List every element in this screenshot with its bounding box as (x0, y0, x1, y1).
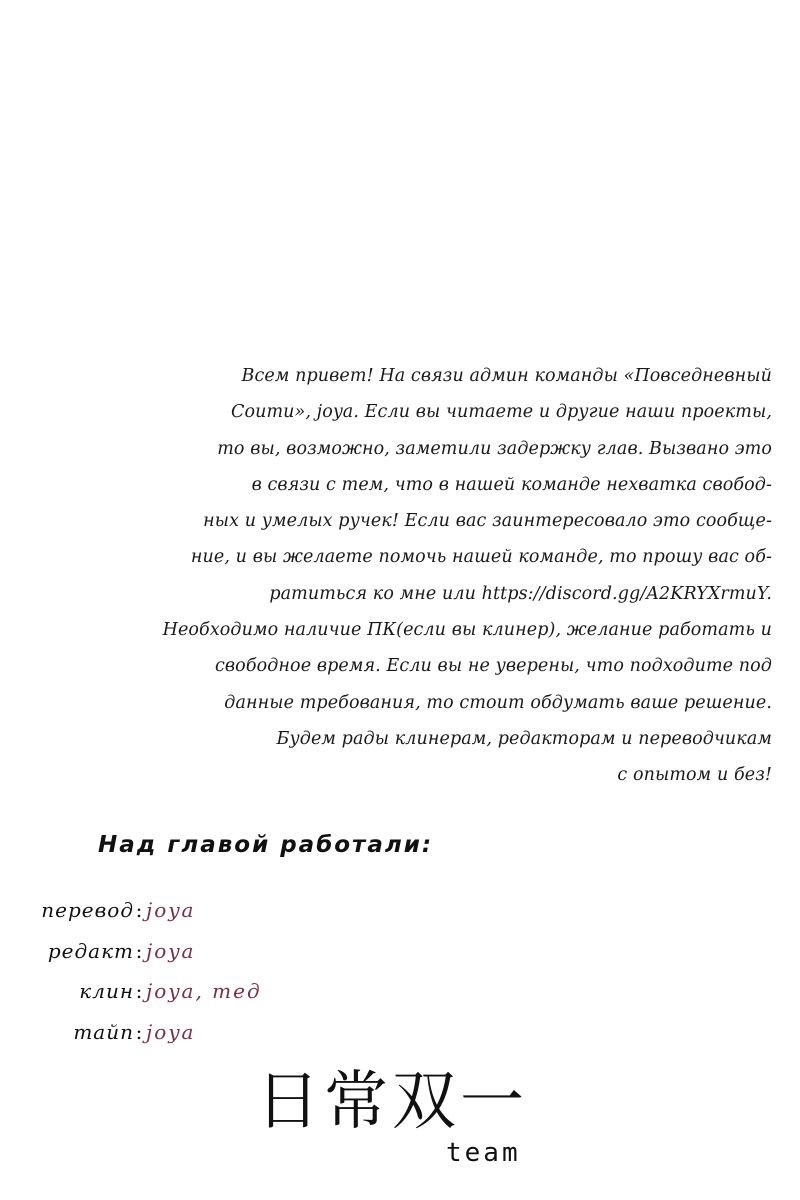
credit-role: клин (79, 979, 134, 1003)
credit-name: joya, тед (146, 979, 262, 1003)
credit-role: редакт (47, 938, 134, 963)
credit-name: joya (146, 1019, 196, 1044)
credit-row-translation (30, 898, 262, 939)
credit-separator: : (135, 898, 143, 922)
announcement-line: Всем привет! На связи админ команды «Повседневный (241, 366, 772, 386)
team-logo-wordmark: team (446, 1138, 521, 1168)
credit-separator: : (135, 979, 143, 1003)
credit-name: joya (146, 938, 196, 963)
team-logo (256, 1066, 546, 1176)
credit-role: тайп (73, 1019, 134, 1044)
credit-role: перевод (41, 898, 134, 922)
credit-row-cleaning (30, 979, 262, 1020)
announcement-line: свободное время. Если вы не уверены, что подходите под (215, 656, 772, 677)
announcement-line: Будем рады клинерам, редакторам и переводчикам (276, 728, 772, 749)
credit-separator: : (135, 1019, 143, 1044)
announcement-line: то вы, возможно, заметили задержку глав. Вызвано это (217, 438, 772, 459)
credit-row-typesetting (30, 1020, 262, 1061)
team-logo-kanji: 日常双一 (256, 1065, 528, 1139)
team-announcement (160, 358, 772, 794)
credit-row-editing (30, 939, 262, 980)
announcement-line: данные требования, то стоит обдумать ваше решение. (224, 692, 772, 713)
announcement-line: Необходимо наличие ПК(если вы клинер), желание работать и (162, 620, 772, 641)
credits-heading: Над главой работали: (98, 832, 434, 858)
credit-separator: : (135, 938, 143, 963)
announcement-line: в связи с тем, что в нашей команде нехватка свобод- (251, 474, 772, 495)
announcement-line: с опытом и без! (617, 765, 772, 786)
credit-name: joya (146, 898, 196, 922)
announcement-line-discord-link: ратиться ко мне или https://discord.gg/A2KRYXrmuY. (269, 583, 772, 604)
announcement-line: Соити», joya. Если вы читаете и другие наши проекты, (230, 402, 772, 423)
announcement-line: ных и умелых ручек! Если вас заинтересовало это сообще- (203, 511, 772, 532)
credits-list (30, 898, 262, 1060)
announcement-line: ние, и вы желаете помочь нашей команде, то прошу вас об- (190, 547, 772, 568)
